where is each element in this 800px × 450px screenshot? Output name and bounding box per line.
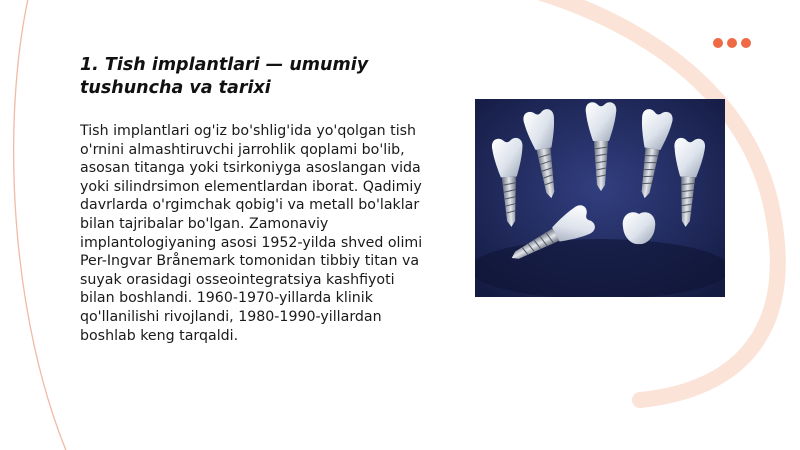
dot xyxy=(727,38,737,48)
dot xyxy=(713,38,723,48)
slide-title: 1. Tish implantlari — umumiy tushuncha va tarixi xyxy=(80,55,369,98)
slide-body-text: Tish implantlari og'iz bo'shlig'ida yo'qolgan tish o'rnini almashtiruvchi jarrohlik qoplami bo'lib, asosan titanga yoki tsirkoniyga asoslangan vida yoki silindrsimon elementlardan iborat. Qadimiy davrlarda o'rgimchak qobig'i va metall bo'laklar bilan tajribalar bo'lgan. Zamonaviy implantologiyaning asosi 1952-yilda shved olimi Per-Ingvar Brånemark tomonidan tibbiy titan va suyak orasidagi osseointegratsiya kashfiyoti bilan boshlandi. 1960-1970-yillarda klinik qo'llanilishi rivojlandi, 1980-1990-yillardan boshlab keng tarqaldi. xyxy=(80,123,423,344)
dental-implants-photo xyxy=(475,99,725,297)
dot xyxy=(741,38,751,48)
left-edge-line xyxy=(14,0,70,450)
more-dots-icon[interactable] xyxy=(713,38,751,48)
